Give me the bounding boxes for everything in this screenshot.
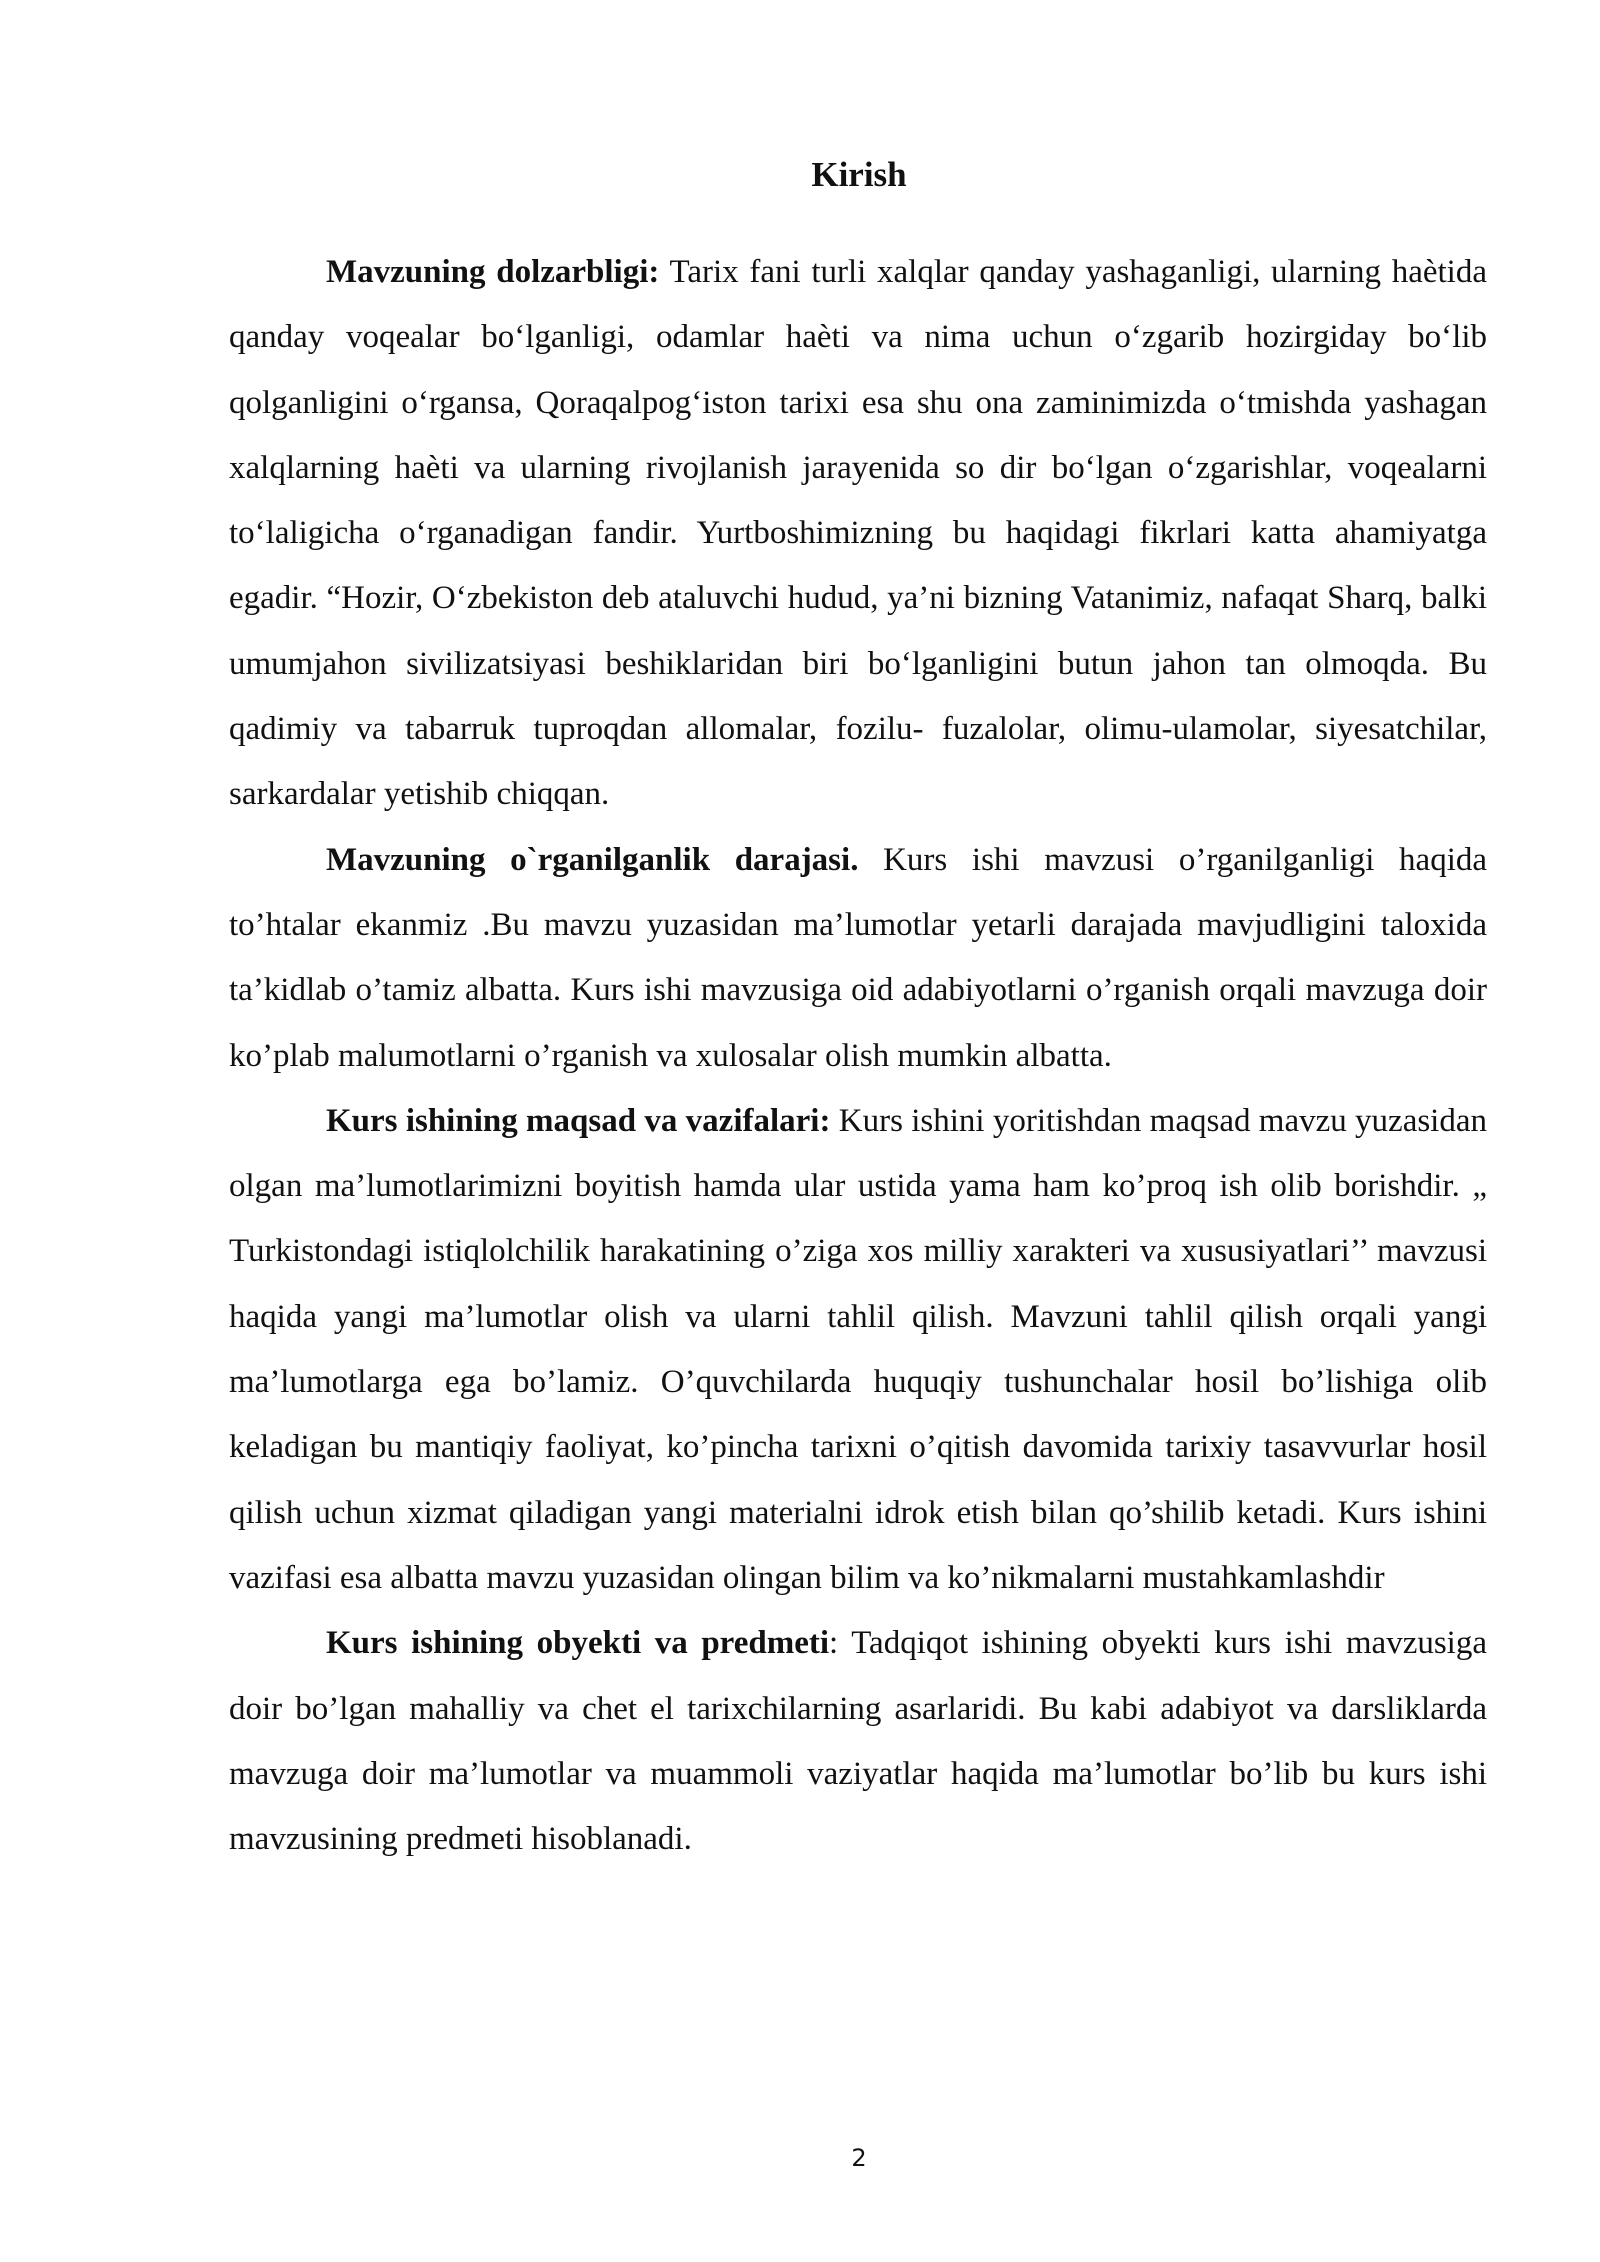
page-title: Kirish bbox=[811, 155, 907, 194]
paragraph-relevance bbox=[229, 240, 1487, 828]
paragraph-text: : Tadqiqot ishining obyekti kurs ishi mavzusiga doir bo’lgan mahalliy va chet el tarixchilarning asarlaridi. Bu kabi adabiyot va darsliklarda mavzuga doir ma’lumotlar va muammoli vaziyatlar haqida ma’lumotlar bo’lib bu kurs ishi mavzusining predmeti hisoblanadi. bbox=[229, 1625, 1487, 1858]
paragraph-text: Kurs ishi mavzusi o’rganilganligi haqida to’htalar ekanmiz .Bu mavzu yuzasidan ma’lumotlar yetarli darajada mavjudligini taloxida ta’kidlab o’tamiz albatta. Kurs ishi mavzusiga oid adabiyotlarni o’rganish orqali mavzuga doir ko’plab malumotlarni o’rganish va xulosalar olish mumkin albatta. bbox=[229, 841, 1488, 1074]
paragraph-heading: Mavzuning dolzarbligi: bbox=[326, 254, 660, 290]
body-text bbox=[229, 240, 1487, 1872]
paragraph-text: Kurs ishini yoritishdan maqsad mavzu yuzasidan olgan ma’lumotlarimizni boyitish hamda ular ustida yama ham ko’proq ish olib borishdir. „ Turkistondagi istiqlolchilik harakatining o’ziga xos milliy xarakteri va xususiyatlari’’ mavzusi haqida yangi ma’lumotlar olish va ularni tahlil qilish. Mavzuni tahlil qilish orqali yangi ma’lumotlarga ega bo’lamiz. O’quvchilarda huquqiy tushunchalar hosil bo’lishiga olib keladigan bu mantiqiy faoliyat, ko’pincha tarixni o’qitish davomida tarixiy tasavvurlar hosil qilish uchun xizmat qiladigan yangi materialni idrok etish bilan qo’shilib ketadi. Kurs ishini vazifasi esa albatta mavzu yuzasidan olingan bilim va ko’nikmalarni mustahkamlashdir bbox=[229, 1102, 1487, 1596]
paragraph-goals bbox=[229, 1089, 1487, 1611]
paragraph-object-subject bbox=[229, 1611, 1487, 1872]
page-number: 2 bbox=[851, 2144, 867, 2172]
paragraph-heading: Kurs ishining obyekti va predmeti bbox=[326, 1625, 830, 1662]
paragraph-study-level bbox=[229, 828, 1487, 1089]
paragraph-heading: Mavzuning o`rganilganlik darajasi. bbox=[326, 841, 859, 878]
paragraph-text: Tarix fani turli xalqlar qanday yashaganligi, ularning haètida qanday voqealar bo‘lganligi, odamlar haèti va nima uchun o‘zgarib hozirgiday bo‘lib qolganligini o‘rgansa, Qoraqalpog‘iston tarixi esa shu ona zaminimizda o‘tmishda yashagan xalqlarning haèti va ularning rivojlanish jarayenida so dir bo‘lgan o‘zgarishlar, voqealarni to‘laligicha o‘rganadigan fandir. Yurtboshimizning bu haqidagi fikrlari katta ahamiyatga egadir. “Hozir, O‘zbekiston deb ataluvchi hudud, ya’ni bizning Vatanimiz, nafaqat Sharq, balki umumjahon sivilizatsiyasi beshiklaridan biri bo‘lganligini butun jahon tan olmoqda. Bu qadimiy va tabarruk tuproqdan allomalar, fozilu- fuzalolar, olimu-ulamolar, siyesatchilar, sarkardalar yetishib chiqqan. bbox=[229, 254, 1487, 813]
paragraph-heading: Kurs ishining maqsad va vazifalari: bbox=[326, 1102, 831, 1139]
